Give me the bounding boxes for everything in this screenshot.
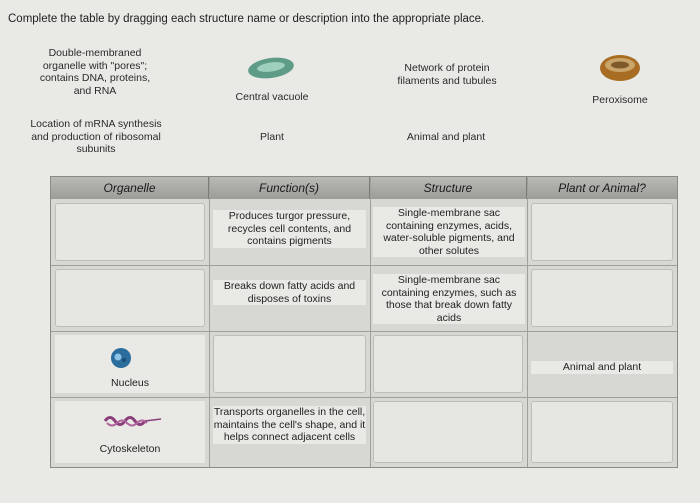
row3-organelle[interactable] [55,335,205,393]
peroxisome-icon[interactable] [598,52,642,84]
bank-animal-and-plant[interactable]: Animal and plant [406,131,486,143]
header-plant-animal: Plant or Animal? [527,177,677,199]
bank-central-vacuole[interactable]: Central vacuole [235,91,309,103]
row4-organelle-label: Cytoskeleton [99,443,161,455]
drop-zone-row3-structure[interactable] [373,335,523,393]
bank-double-membrane[interactable]: Double-membraned organelle with "pores"; contains DNA, proteins, and RNA [39,47,151,97]
drop-zone-row4-structure[interactable] [373,401,523,463]
nucleus-icon [110,347,132,374]
header-organelle: Organelle [51,177,209,199]
bank-location-mrna[interactable]: Location of mRNA synthesis and production of ribosomal subunits [30,118,162,155]
row4-function[interactable]: Transports organelles in the cell, maintains the cell's shape, and it helps connect adjacent cells [213,406,366,443]
drop-zone-row2-plant-animal[interactable] [531,269,673,327]
bank-peroxisome[interactable]: Peroxisome [592,94,648,106]
header-functions: Function(s) [209,177,370,199]
row2-structure[interactable]: Single-membrane sac containing enzymes, such as those that break down fatty acids [373,274,525,324]
drop-zone-row3-function[interactable] [213,335,366,393]
drop-zone-row1-plant-animal[interactable] [531,203,673,261]
row1-structure[interactable]: Single-membrane sac containing enzymes, acids, water-soluble pigments, and other solutes [373,207,525,257]
bank-network-protein[interactable]: Network of protein filaments and tubules [397,62,497,87]
row3-organelle-label: Nucleus [111,377,149,389]
drop-zone-row2-organelle[interactable] [55,269,205,327]
organelle-table [50,176,678,468]
bank-plant[interactable]: Plant [260,131,284,143]
row3-plant-animal[interactable]: Animal and plant [531,361,673,374]
row4-organelle[interactable] [55,401,205,463]
row2-function[interactable]: Breaks down fatty acids and disposes of toxins [213,280,366,305]
drop-zone-row4-plant-animal[interactable] [531,401,673,463]
cytoskeleton-icon [103,413,163,434]
central-vacuole-icon[interactable] [246,53,296,83]
row1-function[interactable]: Produces turgor pressure, recycles cell contents, and contains pigments [213,210,366,248]
header-structure: Structure [370,177,527,199]
drop-zone-row1-organelle[interactable] [55,203,205,261]
instruction-text: Complete the table by dragging each structure name or description into the appropriate place. [8,13,485,25]
